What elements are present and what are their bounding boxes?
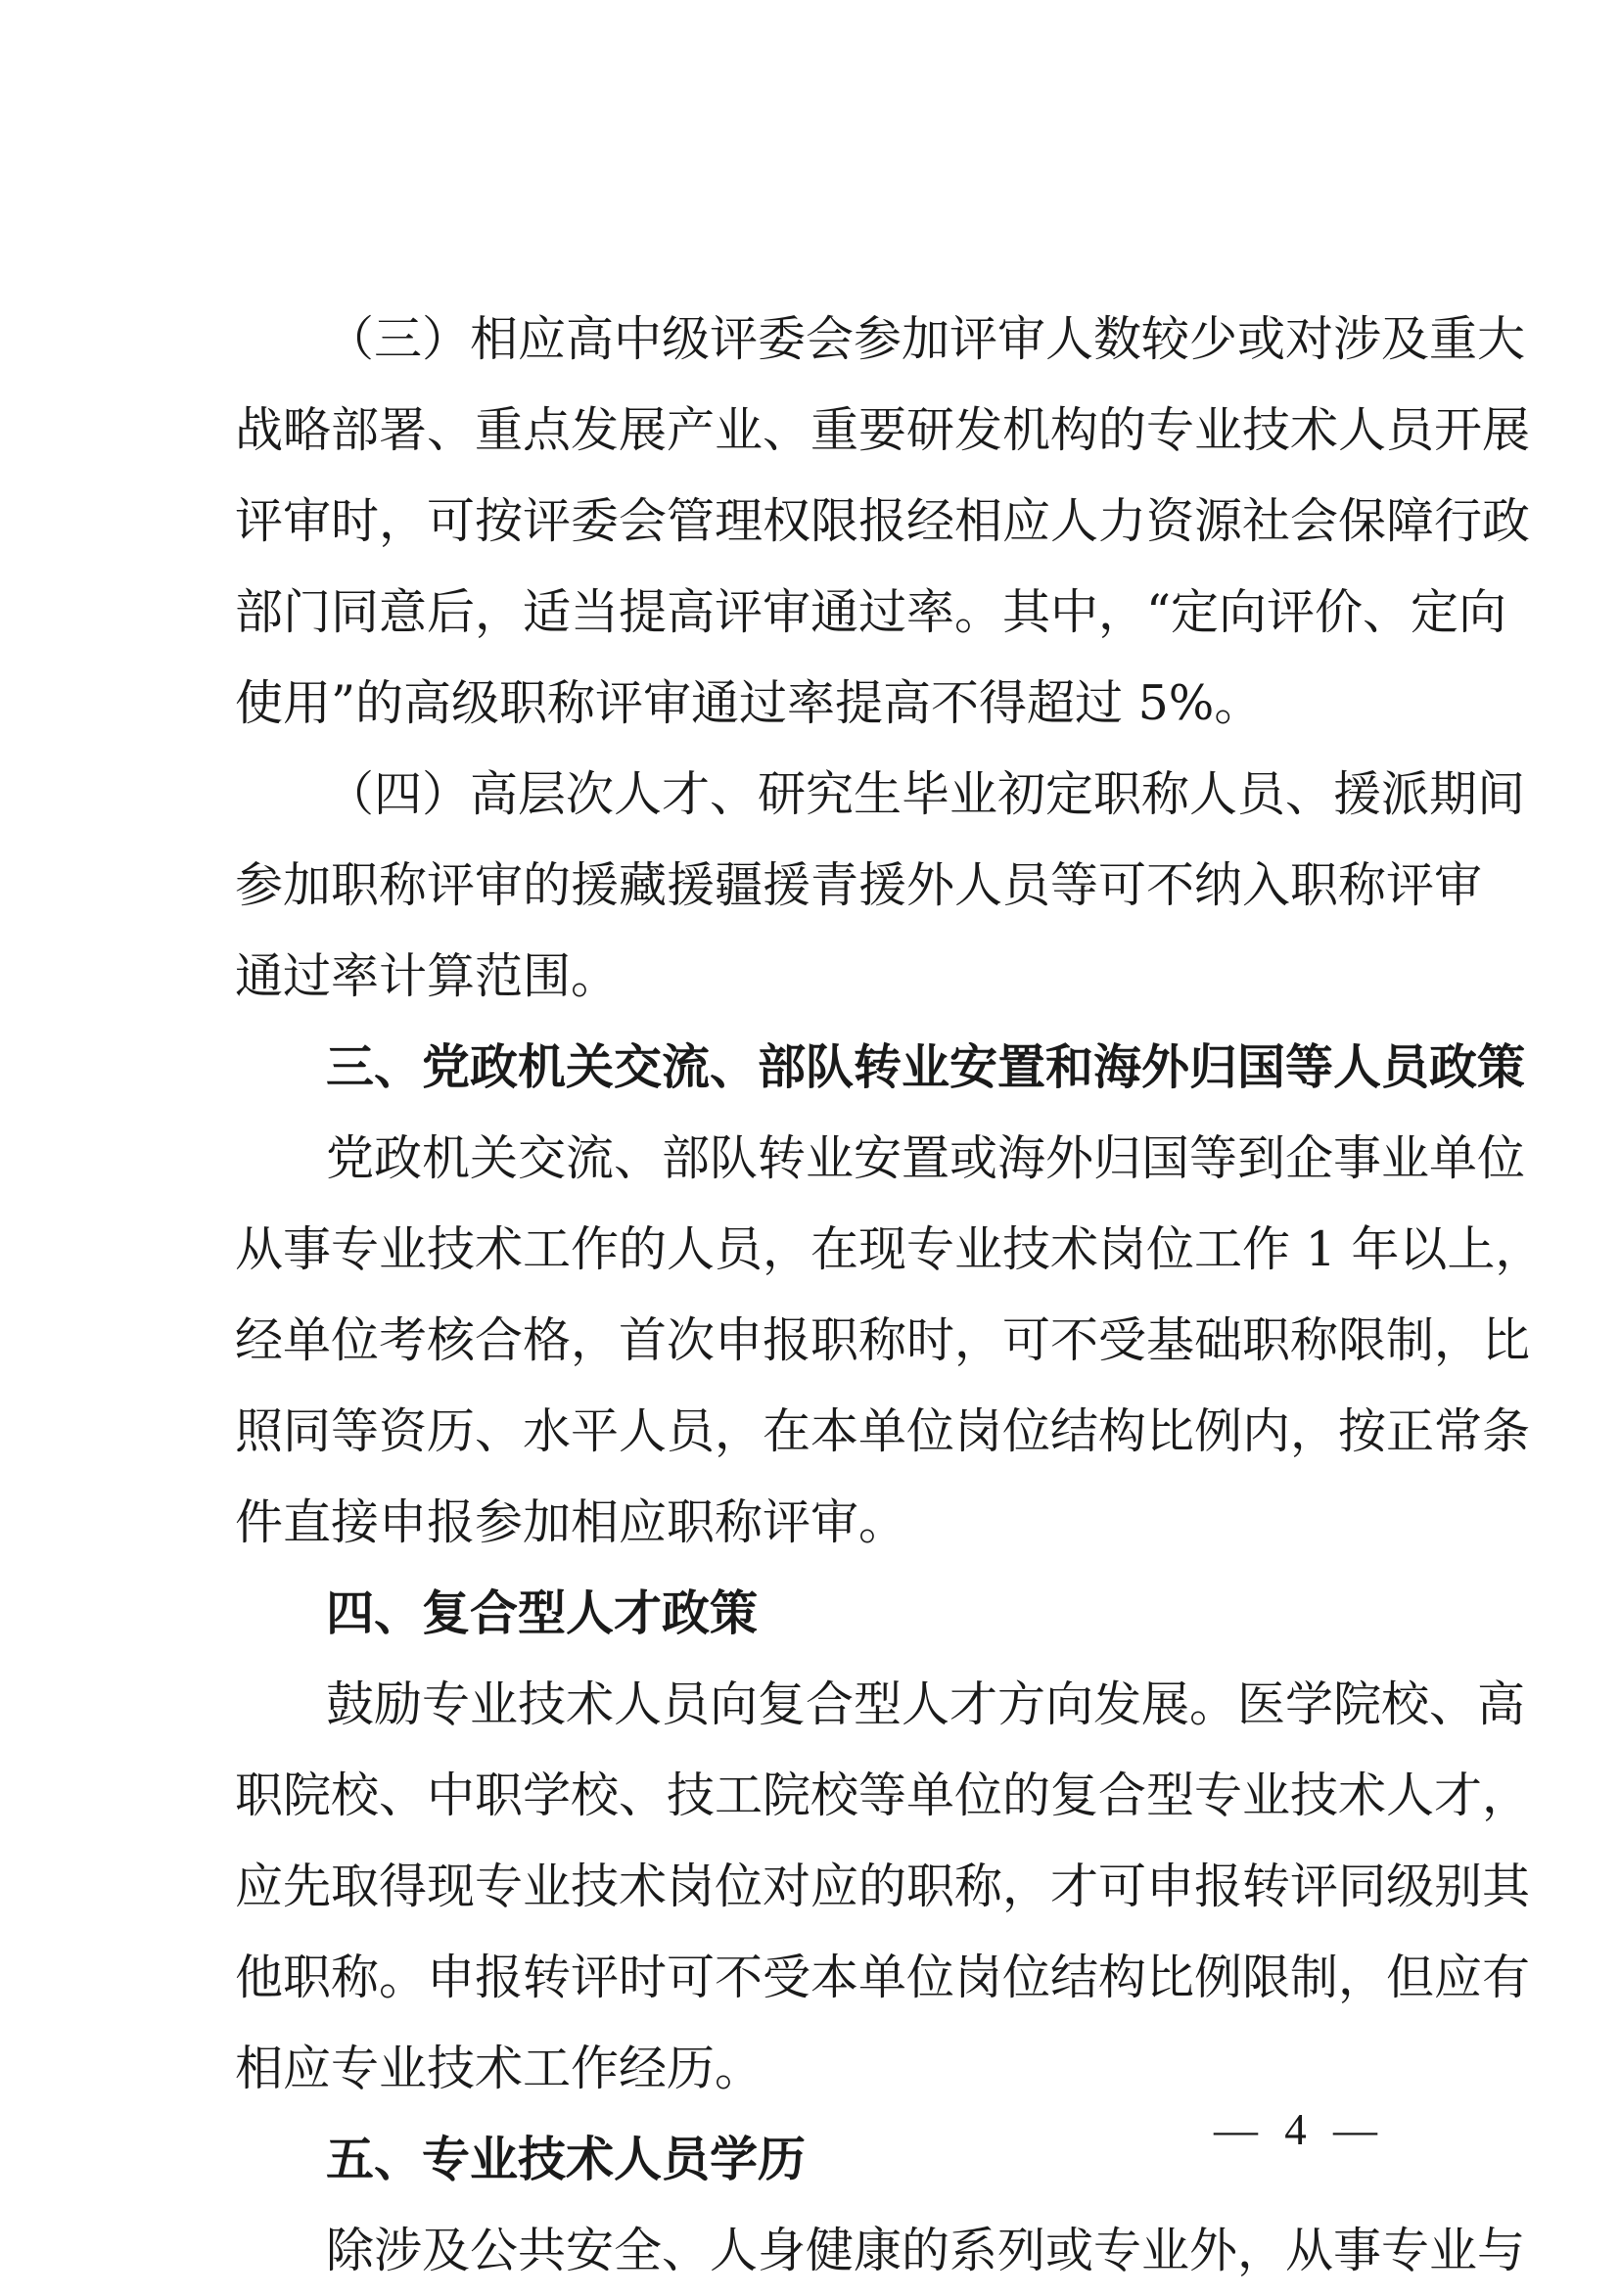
section-3-line-1: 党政机关交流、部队转业安置或海外归国等到企事业单位 [326,1130,1526,1186]
document-body [235,294,1544,2296]
paragraph-4-line-3: 通过率计算范围。 [235,948,620,1004]
section-heading-5: 五、专业技术人员学历 [326,2132,807,2187]
section-5-line-1: 除涉及公共安全、人身健康的系列或专业外，从事专业与 [326,2223,1526,2278]
paragraph-3-line-1: （三）相应高中级评委会参加评审人数较少或对涉及重大 [326,311,1526,367]
section-3-line-4: 照同等资历、水平人员，在本单位岗位结构比例内，按正常条 [235,1403,1531,1459]
section-3-line-2: 从事专业技术工作的人员，在现专业技术岗位工作 1 年以上， [235,1221,1544,1277]
page-number: — 4 — [1214,2105,1385,2154]
paragraph-3-line-2: 战略部署、重点发展产业、重要研发机构的专业技术人员开展 [235,402,1531,458]
section-4-line-1: 鼓励专业技术人员向复合型人才方向发展。医学院校、高 [326,1676,1526,1732]
paragraph-3-line-4: 部门同意后，适当提高评审通过率。其中，“定向评价、定向 [235,584,1507,640]
section-3-line-3: 经单位考核合格，首次申报职称时，可不受基础职称限制，比 [235,1312,1531,1368]
section-4-line-2: 职院校、中职学校、技工院校等单位的复合型专业技术人才， [235,1768,1531,1823]
section-heading-3: 三、党政机关交流、部队转业安置和海外归国等人员政策 [326,1039,1526,1095]
paragraph-4-line-1: （四）高层次人才、研究生毕业初定职称人员、援派期间 [326,766,1526,822]
paragraph-3-line-5: 使用”的高级职称评审通过率提高不得超过 5%。 [235,675,1263,731]
section-3-line-5: 件直接申报参加相应职称评审。 [235,1494,907,1550]
section-4-line-3: 应先取得现专业技术岗位对应的职称，才可申报转评同级别其 [235,1859,1531,1914]
section-4-line-5: 相应专业技术工作经历。 [235,2041,764,2096]
section-heading-4: 四、复合型人才政策 [326,1585,759,1641]
paragraph-4-line-2: 参加职称评审的援藏援疆援青援外人员等可不纳入职称评审 [235,857,1483,913]
paragraph-3-line-3: 评审时，可按评委会管理权限报经相应人力资源社会保障行政 [235,493,1531,549]
section-4-line-4: 他职称。申报转评时可不受本单位岗位结构比例限制，但应有 [235,1950,1531,2005]
